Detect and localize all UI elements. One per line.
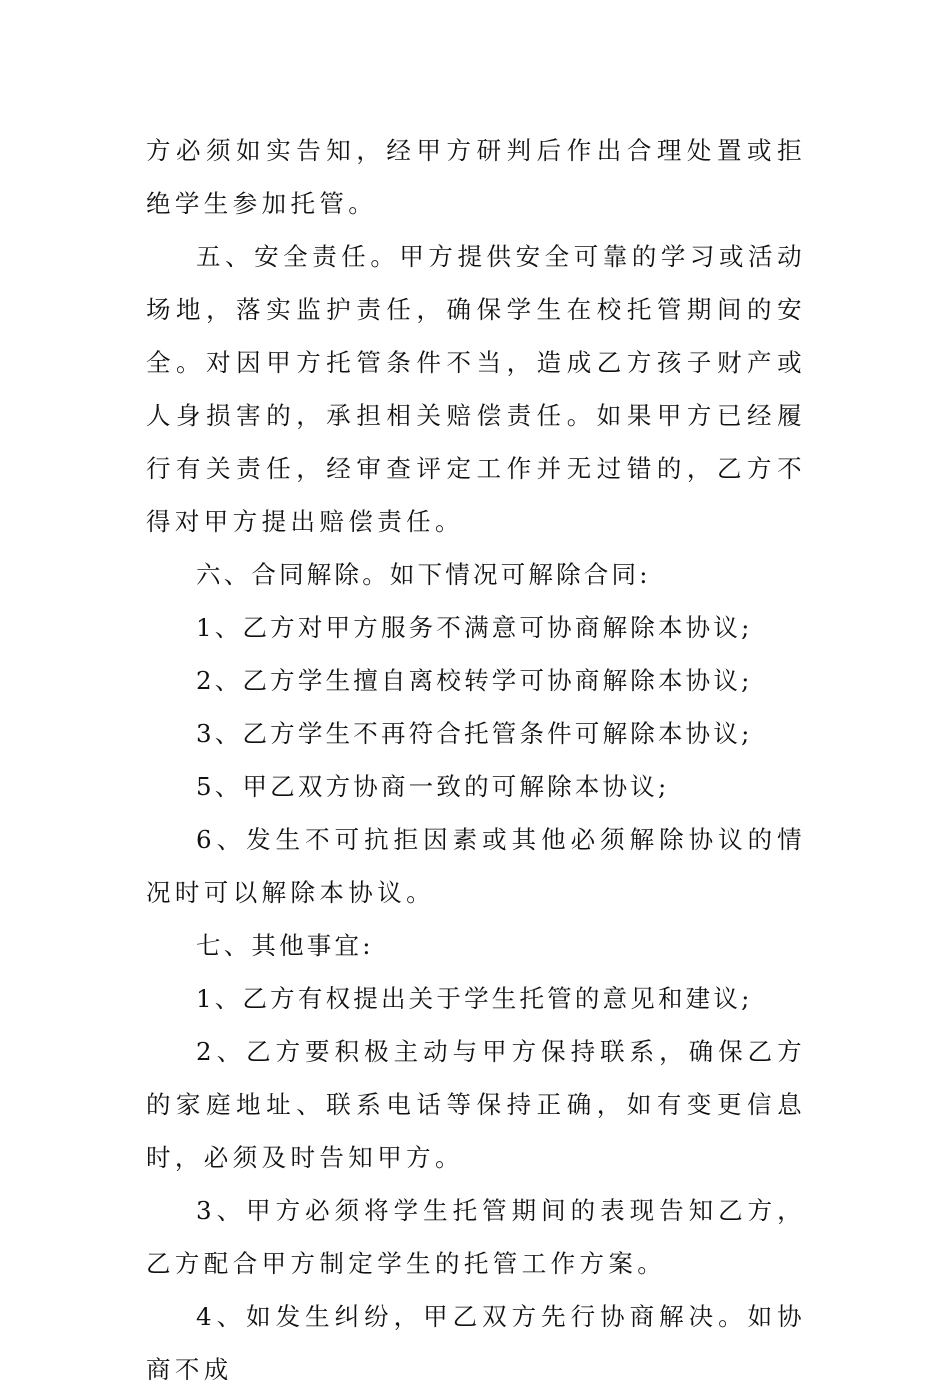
list-item-other-3: 3、甲方必须将学生托管期间的表现告知乙方，乙方配合甲方制定学生的托管工作方案。 [146,1196,806,1278]
list-item-termination-1: 1、乙方对甲方服务不满意可协商解除本协议; [196,613,753,642]
paragraph-safety-responsibility: 五、安全责任。甲方提供安全可靠的学习或活动场地，落实监护责任，确保学生在校托管期间的安全。对因甲方托管条件不当，造成乙方孩子财产或人身损害的，承担相关赔偿责任。如果甲方已经履行有关责任，经审查评定工作并无过错的，乙方不得对甲方提出赔偿责任。 [146,242,806,536]
list-item-other-2: 2、乙方要积极主动与甲方保持联系，确保乙方的家庭地址、联系电话等保持正确，如有变更信息时，必须及时告知甲方。 [146,1037,806,1172]
paragraph-continuation: 方必须如实告知，经甲方研判后作出合理处置或拒绝学生参加托管。 [146,136,806,218]
list-item-other-1: 1、乙方有权提出关于学生托管的意见和建议; [196,984,753,1013]
list-item-termination-6: 6、发生不可抗拒因素或其他必须解除协议的情况时可以解除本协议。 [146,825,806,907]
list-item-termination-5: 5、甲乙双方协商一致的可解除本协议; [196,772,670,801]
paragraph-other-matters: 七、其他事宜: [196,931,374,960]
paragraph-contract-termination: 六、合同解除。如下情况可解除合同: [196,560,651,589]
list-item-termination-3: 3、乙方学生不再符合托管条件可解除本协议; [196,719,753,748]
document-body [146,124,806,1396]
list-item-other-4: 4、如发生纠纷，甲乙双方先行协商解决。如协商不成 [146,1302,806,1384]
list-item-termination-2: 2、乙方学生擅自离校转学可协商解除本协议; [196,666,753,695]
